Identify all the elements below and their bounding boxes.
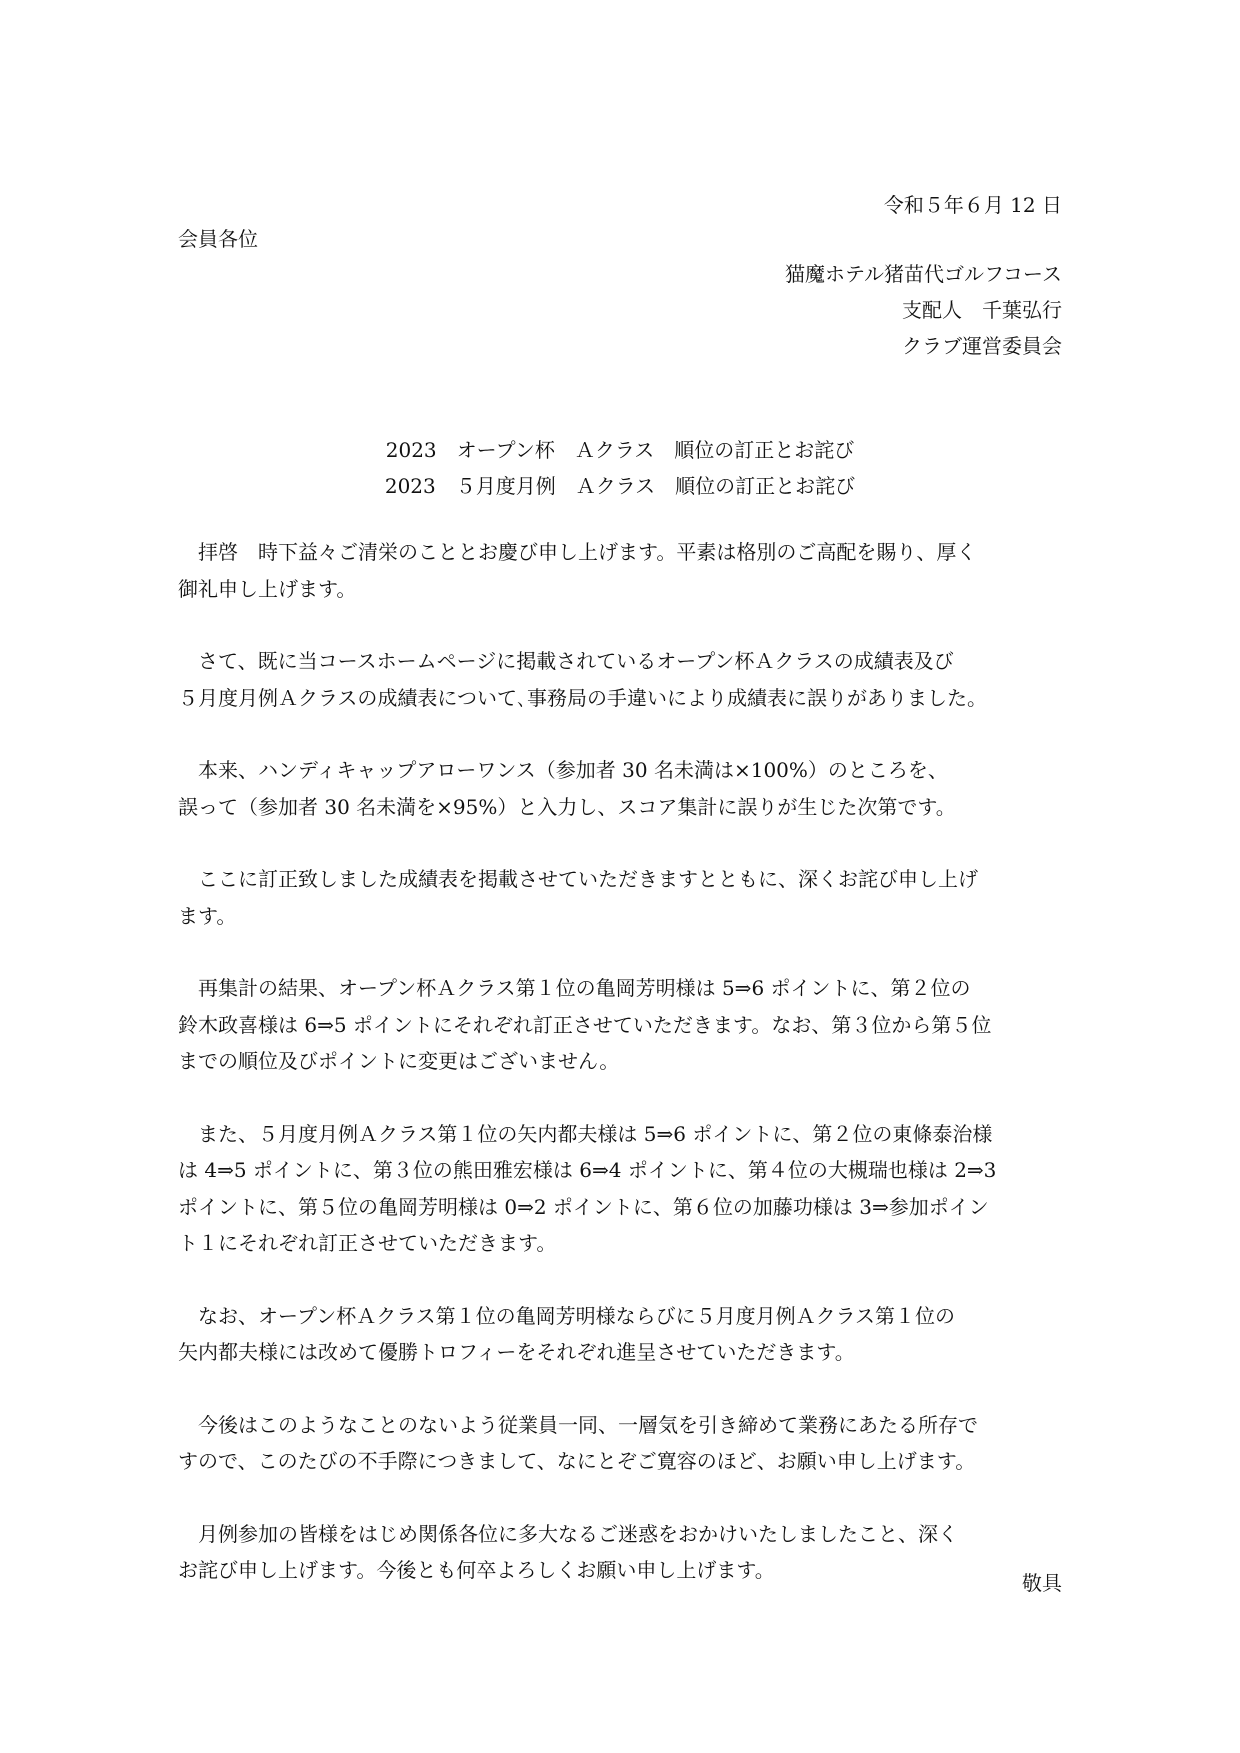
body-paragraph	[178, 643, 1070, 716]
paragraph-line: ます。	[178, 903, 237, 928]
paragraph-line: は 4⇒5 ポイントに、第３位の熊田雅宏様は 6⇒4 ポイントに、第４位の大槻瑞也様は 2⇒3	[178, 1158, 997, 1182]
letter-date: 令和５年６月 12 日	[883, 193, 1062, 217]
title-may-monthly: 2023 ５月度月例 Ａクラス 順位の訂正とお詫び	[384, 474, 856, 498]
body-paragraph	[178, 970, 1070, 1080]
paragraph-line: なお、オープン杯Ａクラス第１位の亀岡芳明様ならびに５月度月例Ａクラス第１位の	[198, 1303, 955, 1328]
paragraph-line: 月例参加の皆様をはじめ関係各位に多大なるご迷惑をおかけいたしましたこと、深く	[198, 1521, 958, 1546]
paragraph-line: ここに訂正致しました成績表を掲載させていただきますとともに、深くお詫び申し上げ	[198, 867, 978, 891]
title-open-cup: 2023 オープン杯 Ａクラス 順位の訂正とお詫び	[385, 438, 855, 462]
paragraph-line: 矢内都夫様には改めて優勝トロフィーをそれぞれ進呈させていただきます。	[178, 1340, 855, 1364]
document-titles	[0, 432, 1240, 504]
addressee: 会員各位	[178, 227, 258, 251]
body-paragraph	[178, 534, 1070, 607]
paragraph-line: ト１にそれぞれ訂正させていただきます。	[178, 1231, 557, 1255]
paragraph-line: 御礼申し上げます。	[178, 576, 357, 601]
paragraph-line: すので、このたびの不手際につきまして、なにとぞご寛容のほど、お願い申し上げます。	[178, 1449, 976, 1473]
body-paragraph	[178, 861, 1070, 934]
paragraph-line: ５月度月例Ａクラスの成績表について､事務局の手違いにより成績表に誤りがありました。	[178, 685, 987, 710]
paragraph-line: 誤って（参加者 30 名未満を×95%）と入力し、スコア集計に誤りが生じた次第です。	[178, 794, 956, 819]
sender-committee: クラブ運営委員会	[902, 334, 1062, 358]
paragraph-line: さて、既に当コースホームページに掲載されているオープン杯Ａクラスの成績表及び	[198, 649, 954, 673]
paragraph-line: 今後はこのようなことのないよう従業員一同、一層気を引き締めて業務にあたる所存で	[198, 1412, 978, 1437]
body-paragraph	[178, 752, 1070, 825]
letter-body	[178, 534, 1070, 1625]
body-paragraph	[178, 1116, 1070, 1262]
paragraph-line: また、５月度月例Ａクラス第１位の矢内都夫様は 5⇒6 ポイントに、第２位の東條泰治様	[198, 1121, 993, 1146]
closing-word: 敬具	[1022, 1571, 1062, 1595]
paragraph-line: 拝啓 時下益々ご清栄のこととお慶び申し上げます。平素は格別のご高配を賜り、厚く	[198, 540, 977, 564]
sender-organization: 猫魔ホテル猪苗代ゴルフコース	[785, 262, 1062, 286]
sender-block	[785, 256, 1062, 364]
paragraph-line: お詫び申し上げます。今後とも何卒よろしくお願い申し上げます。	[178, 1558, 775, 1582]
paragraph-line: 本来、ハンディキャップアローワンス（参加者 30 名未満は×100%）のところを、	[198, 758, 948, 782]
paragraph-line: ポイントに、第５位の亀岡芳明様は 0⇒2 ポイントに、第６位の加藤功様は 3⇒参加ポイン	[178, 1194, 989, 1219]
body-paragraph	[178, 1516, 1070, 1589]
paragraph-line: までの順位及びポイントに変更はございません。	[178, 1049, 620, 1073]
paragraph-line: 再集計の結果、オープン杯Ａクラス第１位の亀岡芳明様は 5⇒6 ポイントに、第２位の	[198, 976, 971, 1000]
body-paragraph	[178, 1407, 1070, 1480]
sender-manager: 支配人 千葉弘行	[902, 298, 1062, 322]
paragraph-line: 鈴木政喜様は 6⇒5 ポイントにそれぞれ訂正させていただきます。なお、第３位から第５位	[178, 1012, 992, 1037]
body-paragraph	[178, 1298, 1070, 1371]
